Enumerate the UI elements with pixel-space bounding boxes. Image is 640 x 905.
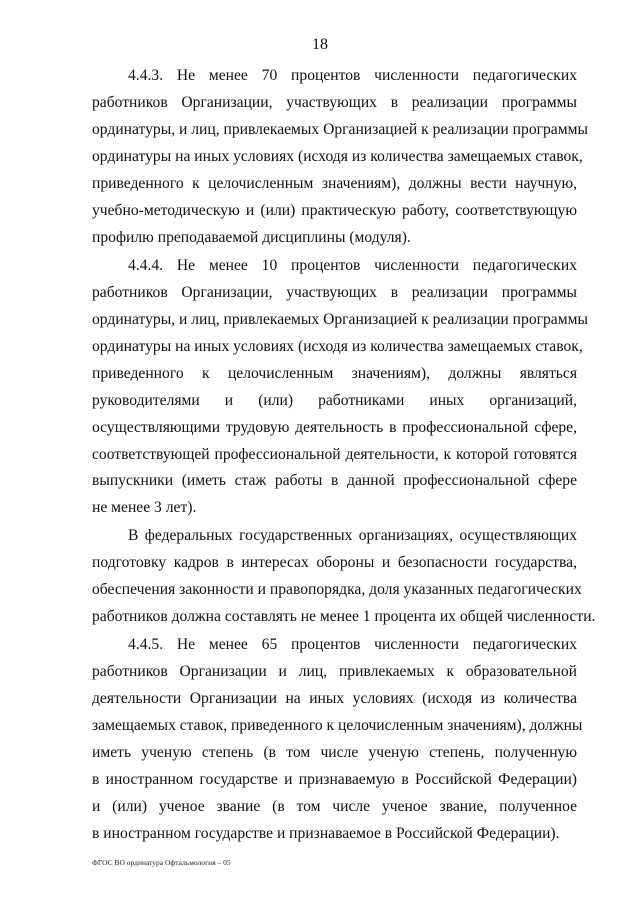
text-line: ординатуры на иных условиях (исходя из количества замещаемых ставок, <box>92 148 583 165</box>
text-line: ординатуры, и лиц, привлекаемых Организацией к реализации программы <box>92 311 588 328</box>
text-line: В федеральных государственных организациях, осуществляющих <box>128 527 577 544</box>
footer-note: ФГОС ВО ординатура Офтальмология – 05 <box>92 858 231 867</box>
text-line: и (или) ученое звание (в том числе ученое звание, полученное <box>92 798 577 815</box>
text-line: работников Организации, участвующих в реализации программы <box>92 94 577 111</box>
text-line: обеспечения законности и правопорядка, доля указанных педагогических <box>92 581 582 598</box>
text-line: не менее 3 лет). <box>92 499 197 516</box>
text-line: работников Организации, участвующих в реализации программы <box>92 284 577 301</box>
text-line: подготовку кадров в интересах обороны и безопасности государства, <box>92 554 577 571</box>
page-number: 18 <box>312 36 328 53</box>
text-line: ординатуры, и лиц, привлекаемых Организацией к реализации программы <box>92 121 588 138</box>
text-line: иметь ученую степень (в том числе ученую степень, полученную <box>92 744 577 761</box>
text-line: в иностранном государстве и признаваемое в Российской Федерации). <box>92 825 560 842</box>
text-line: в иностранном государстве и признаваемую в Российской Федерации) <box>92 771 577 788</box>
text-line: ординатуры на иных условиях (исходя из количества замещаемых ставок, <box>92 338 583 355</box>
text-line: выпускники (иметь стаж работы в данной профессиональной сфере <box>92 472 577 489</box>
text-line: деятельности Организации на иных условиях (исходя из количества <box>92 690 577 707</box>
text-line: приведенного к целочисленным значениям), должны вести научную, <box>92 175 577 192</box>
text-line: 4.4.4. Не менее 10 процентов численности педагогических <box>128 257 577 274</box>
text-line: осуществляющими трудовую деятельность в профессиональной сфере, <box>92 419 577 436</box>
text-line: учебно-методическую и (или) практическую работу, соответствующую <box>92 202 577 219</box>
text-line: руководителями и (или) работниками иных организаций, <box>92 392 577 409</box>
text-line: 4.4.5. Не менее 65 процентов численности педагогических <box>128 636 577 653</box>
text-line: 4.4.3. Не менее 70 процентов численности педагогических <box>128 67 577 84</box>
text-line: работников Организации и лиц, привлекаемых к образовательной <box>92 663 577 680</box>
text-line: приведенного к целочисленным значениям), должны являться <box>92 365 577 382</box>
text-line: работников должна составлять не менее 1 процента их общей численности. <box>92 608 596 625</box>
text-line: соответствующей профессиональной деятельности, к которой готовятся <box>92 446 577 463</box>
text-line: замещаемых ставок, приведенного к целочисленным значениям), должны <box>92 717 583 734</box>
text-line: профилю преподаваемой дисциплины (модуля). <box>92 229 411 246</box>
